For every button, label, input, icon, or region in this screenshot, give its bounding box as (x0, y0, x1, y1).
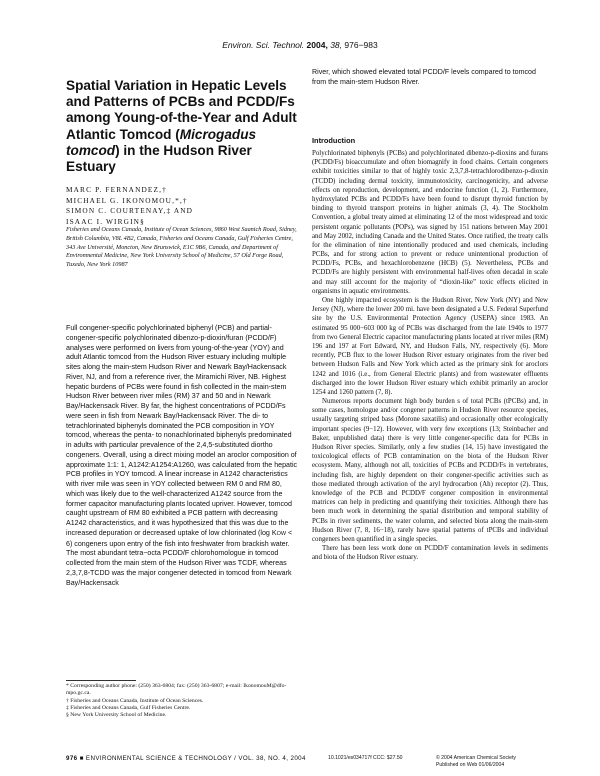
abstract (66, 324, 298, 588)
introduction-body (312, 149, 548, 562)
page-footer-left (66, 755, 306, 762)
footnote: * Corresponding author phone: (250) 363-6804; fax: (250) 363-6807; e-mail: IkonomouM@dfo-mpo.gc.ca. (66, 683, 287, 697)
journal-line: ENVIRONMENTAL SCIENCE & TECHNOLOGY / VOL. 38, NO. 4, 2004 (85, 755, 306, 762)
published-date: Published on Web 01/06/2004 (436, 761, 505, 768)
abstract-text: Full congener-specific polychlorinated biphenyl (PCB) and partial-congener-specific polychlorinated dibenzo-p-dioxin/furan (PCDD/F) analyses were performed on livers from young-of-the-year (YOY) and adult Atlantic tomcod from the Hudson River estuary including multiple sites along the main-stem Hudson River and Newark Bay/Hackensack River, NJ, and from a reference river, the Miramichi River, NB. Highest hepatic burdens of PCBs were found in fish collected in the main-stem Hudson River between river miles (RM) 37 and 50 and in Newark Bay/Hackensack River. By far, the highest concentrations of PCDD/Fs were seen in fish from Newark Bay/Hackensack River. The di- to tetrachlorinated biphenyls dominated the PCB composition in YOY tomcod, whereas the penta- to nonachlorinated biphenyls predominated in adults with particular prevalence of the 2,4,5-substituted diortho congeners. Overall, using a direct mixing model an aroclor composition of approximate 1:1: 1, A1242:A1254:A1260, was calculated from the hepatic PCB profiles in YOY tomcod. A linear increase in A1242 characteristics with river mile was seen in YOY collected between RM 0 and RM 80, which was likely due to the well-characterized A1242 source from the former capacitor manufacturing plants located upriver. However, tomcod caught upstream of RM 80 exhibited a PCB pattern with decreasing A1242 characteristics, and it was hypothesized that this was due to the increased depuration or decreased uptake of low chlorinated (log K (66, 324, 298, 537)
abstract-text-continued: < 6) congeners upon entry of the fish into freshwater from brackish water. The most abundant tetra−octa PCDD/F chlorohomologue in tomcod collected from the main stem of the Hudson River was TCDF, whereas 2,3,7,8-TCDD was the major congener detected in tomcod from Newark Bay/Hackensack (66, 528, 293, 587)
footnote: § New York University School of Medicine. (66, 712, 167, 719)
affiliations: Fisheries and Oceans Canada, Institute of Ocean Sciences, 9860 West Saanich Road, Sidney, British Columbia, V8L 4B2, Canada, Fisheries and Oceans Canada, Gulf Fisheries Centre, 343 Ave Université, Moncton, New Brunswick, E1C 9B6, Canada, and Department of Environmental Medicine, New York University School of Medicine, 57 Old Forge Road, Tuxedo, New York 10987 (66, 226, 297, 268)
body-paragraph: There has been less work done on PCDD/F contamination levels in sediments and biota of the Hudson River estuary. (312, 545, 548, 562)
footnote-rule (66, 680, 136, 681)
body-paragraph: Numerous reports document high body burden s of total PCBs (tPCBs) and, in some cases, homologue and/or congener patterns in Hudson River resource species, usually targeting striped bass (Morone saxatilis) and occasionally other ecologically important species (9−12). However, with very few exceptions (13; Steinbacher and Baker, unpublished data) there is very little congener-specific data for PCBs in Hudson River species. Similarly, only a few studies (14, 15) have investigated the toxicological effects of PCB contamination on the biota of the Hudson River ecosystem. Many, although not all, toxicities of PCBs and PCDD/Fs in vertebrates, including fish, are highly dependent on their congener-specific activities such as those mediated through activation of the aryl hydrocarbon (Ah) receptor (2). Thus, knowledge of the PCB and PCDD/F congener composition in environmental matrices can help in predicting and quantifying their toxicities. Although there has been much work in determining the spatial distribution and temporal stability of PCBs in river sediments, the water column, and selected biota along the main-stem Hudson River (7, 8, 16−18), rarely have spatial patterns of tPCBs and individual congeners been quantified in a single species. (312, 398, 548, 543)
journal-volume: 38, (330, 40, 343, 50)
footnote: † Fisheries and Oceans Canada, Institute of Ocean Sciences. (66, 697, 204, 704)
running-header (0, 40, 600, 50)
title-part-1: Spatial Variation in Hepatic Levels and Patterns of PCBs and PCDD/Fs among Young-of-the-Year and Adult Atlantic Tomcod ( (66, 78, 297, 142)
footnotes (66, 683, 298, 719)
abstract-continued: River, which showed elevated total PCDD/F levels compared to tomcod from the main-stem Hudson River. (312, 68, 536, 86)
title-species: Microgadus tomcod (66, 126, 257, 158)
doi-line: 10.1021/es034717f CCC: $27.50 (328, 755, 403, 761)
title-part-2: ) in the Hudson River Estuary (66, 142, 252, 175)
journal-pages: 976−983 (344, 40, 378, 50)
article-title (66, 78, 298, 175)
footnote: ‡ Fisheries and Oceans Canada, Gulf Fisheries Centre. (66, 704, 191, 711)
body-paragraph: Polychlorinated biphenyls (PCBs) and polychlorinated dibenzo-p-dioxins and furans (PCDD/Fs) bioaccumulate and often biomagnify in food chains. Certain congeners exhibit toxicities similar to that of highly toxic 2,3,7,8-tetrachlorodibenzo-p-dioxin (TCDD) including dermal toxicity, immunotoxicity, carcinogenicity, and adverse effects on reproduction, development, and endocrine function (1, 2). Furthermore, hydroxylated PCBs and PCDD/Fs have been found to disrupt thyroid function by binding to thyroid transport proteins in higher animals (3, 4). The Stockholm Convention, a global treaty aimed at eliminating 12 of the most widespread and toxic persistent organic pollutants (POPs), was signed by 151 nations between May 2001 and May 2002, including Canada and the United States. Once ratified, the treaty calls for the elimination of nine intentionally produced and used chemicals, including PCBs, and for strong action to prevent or reduce unintentional production of PCDD/Fs, PCBs, and hexachlorobenzene (HCB) (5). Nevertheless, PCBs and PCDD/Fs are highly persistent with environmental half-lives often decadal in scale and may still account for the majority of “dioxin-like” toxic effects elicited in organisms in aquatic environments. (312, 150, 548, 295)
abstract-subscript: OW (276, 530, 287, 537)
copyright: © 2004 American Chemical Society (436, 755, 516, 761)
author: MARC P. FERNANDEZ,† (66, 185, 167, 194)
author-list (66, 185, 298, 227)
author: SIMON C. COURTENAY,‡ AND (66, 206, 194, 215)
page-number: 976 (66, 755, 78, 762)
page-footer-right (436, 755, 516, 769)
bullet: ■ (79, 755, 84, 762)
author: ISAAC I. WIRGIN§ (66, 216, 145, 226)
journal-year: 2004, (306, 40, 328, 50)
section-heading-introduction: Introduction (312, 136, 356, 145)
author: MICHAEL G. IKONOMOU,*,† (66, 195, 188, 205)
journal-name: Environ. Sci. Technol. (222, 40, 305, 50)
body-paragraph: One highly impacted ecosystem is the Hudson River, New York (NY) and New Jersey (NJ), where the lower 200 mi. have been designated a U.S. Federal Superfund site by the U.S. Environmental Protection Agency (USEPA) since 1983. An estimated 95 000−603 000 kg of PCBs was discharged from the late 1940s to 1977 from two General Electric capacitor manufacturing plants located at river miles (RM) 196 and 197 at Fort Edward, NY, and Hudson Falls, NY, respectively (6). More recently, PCB flux to the lower Hudson River estuary originates from the river bed between Hudson Falls and New York which acted as the primary sink for aroclors 1242 and 1016 (i.e., from General Electric plants) and from wastewater effluents discharged into the lower Hudson River estuary which exhibit primarily an aroclor 1254 and 1260 pattern (7, 8). (312, 297, 548, 396)
